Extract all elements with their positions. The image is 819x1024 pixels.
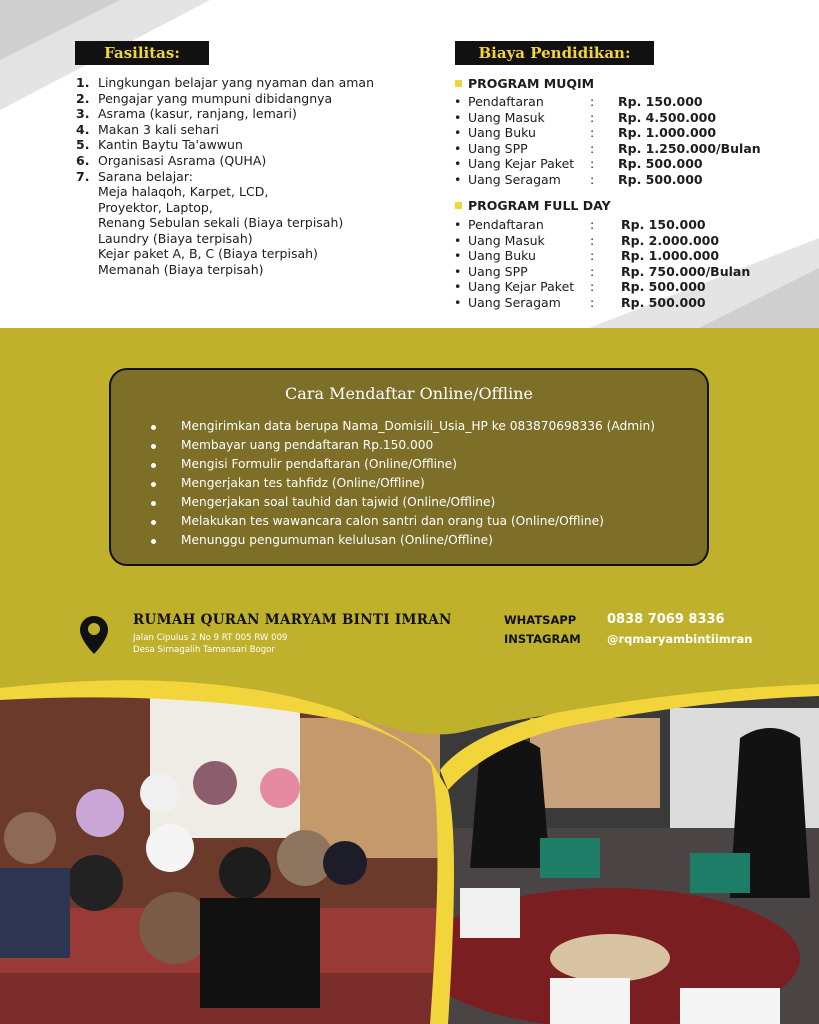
location-pin-icon xyxy=(80,616,108,654)
fee-name: Uang Seragam xyxy=(468,294,561,310)
sarana-line: Memanah (Biaya terpisah) xyxy=(98,261,264,277)
fee-value: Rp. 500.000 xyxy=(621,294,706,310)
fee-row xyxy=(454,110,761,126)
item-text: Organisasi Asrama (QUHA) xyxy=(98,152,267,168)
instagram-label: INSTAGRAM xyxy=(504,632,581,646)
fee-colon: : xyxy=(590,140,595,156)
fee-value: Rp. 4.500.000 xyxy=(618,109,717,125)
fasilitas-list xyxy=(76,75,374,184)
list-item xyxy=(76,137,374,153)
fee-value: Rp. 500.000 xyxy=(621,279,706,295)
fee-table-fullday xyxy=(454,217,750,311)
item-number: 5. xyxy=(76,137,90,153)
fee-colon: : xyxy=(590,248,595,264)
bullet-icon: • xyxy=(454,263,462,279)
bullet-icon: • xyxy=(454,140,462,156)
item-number: 7. xyxy=(76,168,90,184)
list-item: Membayar uang pendaftaran Rp.150.000 xyxy=(151,436,655,455)
list-item: Menunggu pengumuman kelulusan (Online/Offline) xyxy=(151,531,655,550)
list-item: Mengisi Formulir pendaftaran (Online/Offline) xyxy=(151,455,655,474)
bullet-icon: • xyxy=(454,279,462,295)
fee-name: Uang Kejar Paket xyxy=(468,279,575,295)
fee-colon: : xyxy=(590,125,595,141)
bullet-icon: • xyxy=(454,248,462,264)
address-line: Jalan Cipulus 2 No 9 RT 005 RW 009 xyxy=(133,633,288,643)
fee-name: Uang Masuk xyxy=(468,232,545,248)
item-text: Asrama (kasur, ranjang, lemari) xyxy=(98,106,297,122)
sarana-line: Kejar paket A, B, C (Biaya terpisah) xyxy=(98,246,318,262)
fee-colon: : xyxy=(590,294,595,310)
item-number: 2. xyxy=(76,90,90,106)
fee-colon: : xyxy=(590,171,595,187)
item-number: 6. xyxy=(76,152,90,168)
fee-name: Uang Kejar Paket xyxy=(468,156,575,172)
fasilitas-heading: Fasilitas: xyxy=(75,41,209,65)
organization-name: RUMAH QURAN MARYAM BINTI IMRAN xyxy=(133,612,452,628)
sarana-line: Meja halaqoh, Karpet, LCD, xyxy=(98,184,269,199)
list-item xyxy=(76,122,374,138)
bullet-icon: • xyxy=(454,217,462,232)
fee-colon: : xyxy=(590,156,595,172)
fee-colon: : xyxy=(590,263,595,279)
bullet-icon: • xyxy=(454,125,462,141)
registration-steps-list xyxy=(151,417,655,550)
list-item xyxy=(76,75,374,91)
registration-steps-box xyxy=(109,368,709,566)
fee-table-muqim xyxy=(454,94,761,188)
program-fullday-title xyxy=(455,198,611,213)
list-item: Mengerjakan tes tahfidz (Online/Offline) xyxy=(151,474,655,493)
fee-row xyxy=(454,295,750,311)
fee-value: Rp. 150.000 xyxy=(621,217,706,232)
list-item: Mengerjakan soal tauhid dan tajwid (Online/Offline) xyxy=(151,493,655,512)
item-number: 4. xyxy=(76,121,90,137)
list-item xyxy=(76,169,374,185)
item-text: Kantin Baytu Ta'awwun xyxy=(98,137,243,153)
item-text: Makan 3 kali sehari xyxy=(98,121,219,137)
fee-name: Pendaftaran xyxy=(468,217,544,232)
fee-row xyxy=(454,141,761,157)
fee-colon: : xyxy=(590,109,595,125)
bullet-icon: • xyxy=(454,109,462,125)
fee-value: Rp. 1.000.000 xyxy=(618,125,717,141)
fee-value: Rp. 150.000 xyxy=(618,94,703,109)
fee-value: Rp. 500.000 xyxy=(618,171,703,187)
fee-name: Uang Buku xyxy=(468,248,536,264)
fee-colon: : xyxy=(590,217,595,232)
sarana-line: Laundry (Biaya terpisah) xyxy=(98,230,253,246)
fee-name: Uang Buku xyxy=(468,125,536,141)
program-title-text: PROGRAM FULL DAY xyxy=(468,198,611,213)
fee-name: Uang SPP xyxy=(468,140,528,156)
fee-row xyxy=(454,264,750,280)
fee-colon: : xyxy=(590,279,595,295)
program-muqim-title xyxy=(455,76,594,91)
fee-name: Pendaftaran xyxy=(468,94,544,109)
list-item xyxy=(76,91,374,107)
list-item xyxy=(76,106,374,122)
yellow-wave-decoration xyxy=(0,670,819,1024)
fee-colon: : xyxy=(590,232,595,248)
fee-row xyxy=(454,125,761,141)
sarana-line: Renang Sebulan sekali (Biaya terpisah) xyxy=(98,215,344,231)
fee-row xyxy=(454,279,750,295)
bullet-icon: • xyxy=(454,294,462,310)
fee-row xyxy=(454,156,761,172)
fee-colon: : xyxy=(590,94,595,109)
fee-value: Rp. 2.000.000 xyxy=(621,232,720,248)
fee-name: Uang Seragam xyxy=(468,171,561,187)
whatsapp-number[interactable]: 0838 7069 8336 xyxy=(607,612,725,627)
address-line: Desa Sirnagalih Tamansari Bogor xyxy=(133,645,275,655)
fee-row xyxy=(454,217,750,233)
sarana-list xyxy=(98,184,343,278)
fee-name: Uang SPP xyxy=(468,263,528,279)
bullet-icon: • xyxy=(454,232,462,248)
list-item: Melakukan tes wawancara calon santri dan orang tua (Online/Offline) xyxy=(151,512,655,531)
fee-row xyxy=(454,172,761,188)
instagram-handle[interactable]: @rqmaryambintiimran xyxy=(607,632,753,646)
address xyxy=(133,632,288,656)
program-title-text: PROGRAM MUQIM xyxy=(468,76,595,91)
fee-name: Uang Masuk xyxy=(468,109,545,125)
fee-row xyxy=(454,94,761,110)
list-item: Mengirimkan data berupa Nama_Domisili_Usia_HP ke 083870698336 (Admin) xyxy=(151,417,655,436)
item-number: 3. xyxy=(76,106,90,122)
bullet-icon: • xyxy=(454,171,462,187)
item-number: 1. xyxy=(76,75,90,90)
fee-row xyxy=(454,233,750,249)
registration-title: Cara Mendaftar Online/Offline xyxy=(285,384,533,403)
fee-value: Rp. 500.000 xyxy=(618,156,703,172)
square-bullet-icon xyxy=(455,80,462,87)
bullet-icon: • xyxy=(454,94,462,109)
square-bullet-icon xyxy=(455,202,462,209)
bullet-icon: • xyxy=(454,156,462,172)
list-item xyxy=(76,153,374,169)
fee-value: Rp. 1.000.000 xyxy=(621,248,720,264)
item-text: Pengajar yang mumpuni dibidangnya xyxy=(98,90,333,106)
biaya-heading: Biaya Pendidikan: xyxy=(455,41,654,65)
fee-row xyxy=(454,248,750,264)
item-text: Sarana belajar: xyxy=(98,168,193,184)
sarana-line: Proyektor, Laptop, xyxy=(98,199,213,215)
fee-value: Rp. 1.250.000/Bulan xyxy=(618,140,761,156)
whatsapp-label: WHATSAPP xyxy=(504,613,577,627)
item-text: Lingkungan belajar yang nyaman dan aman xyxy=(98,75,374,90)
fee-value: Rp. 750.000/Bulan xyxy=(621,263,751,279)
